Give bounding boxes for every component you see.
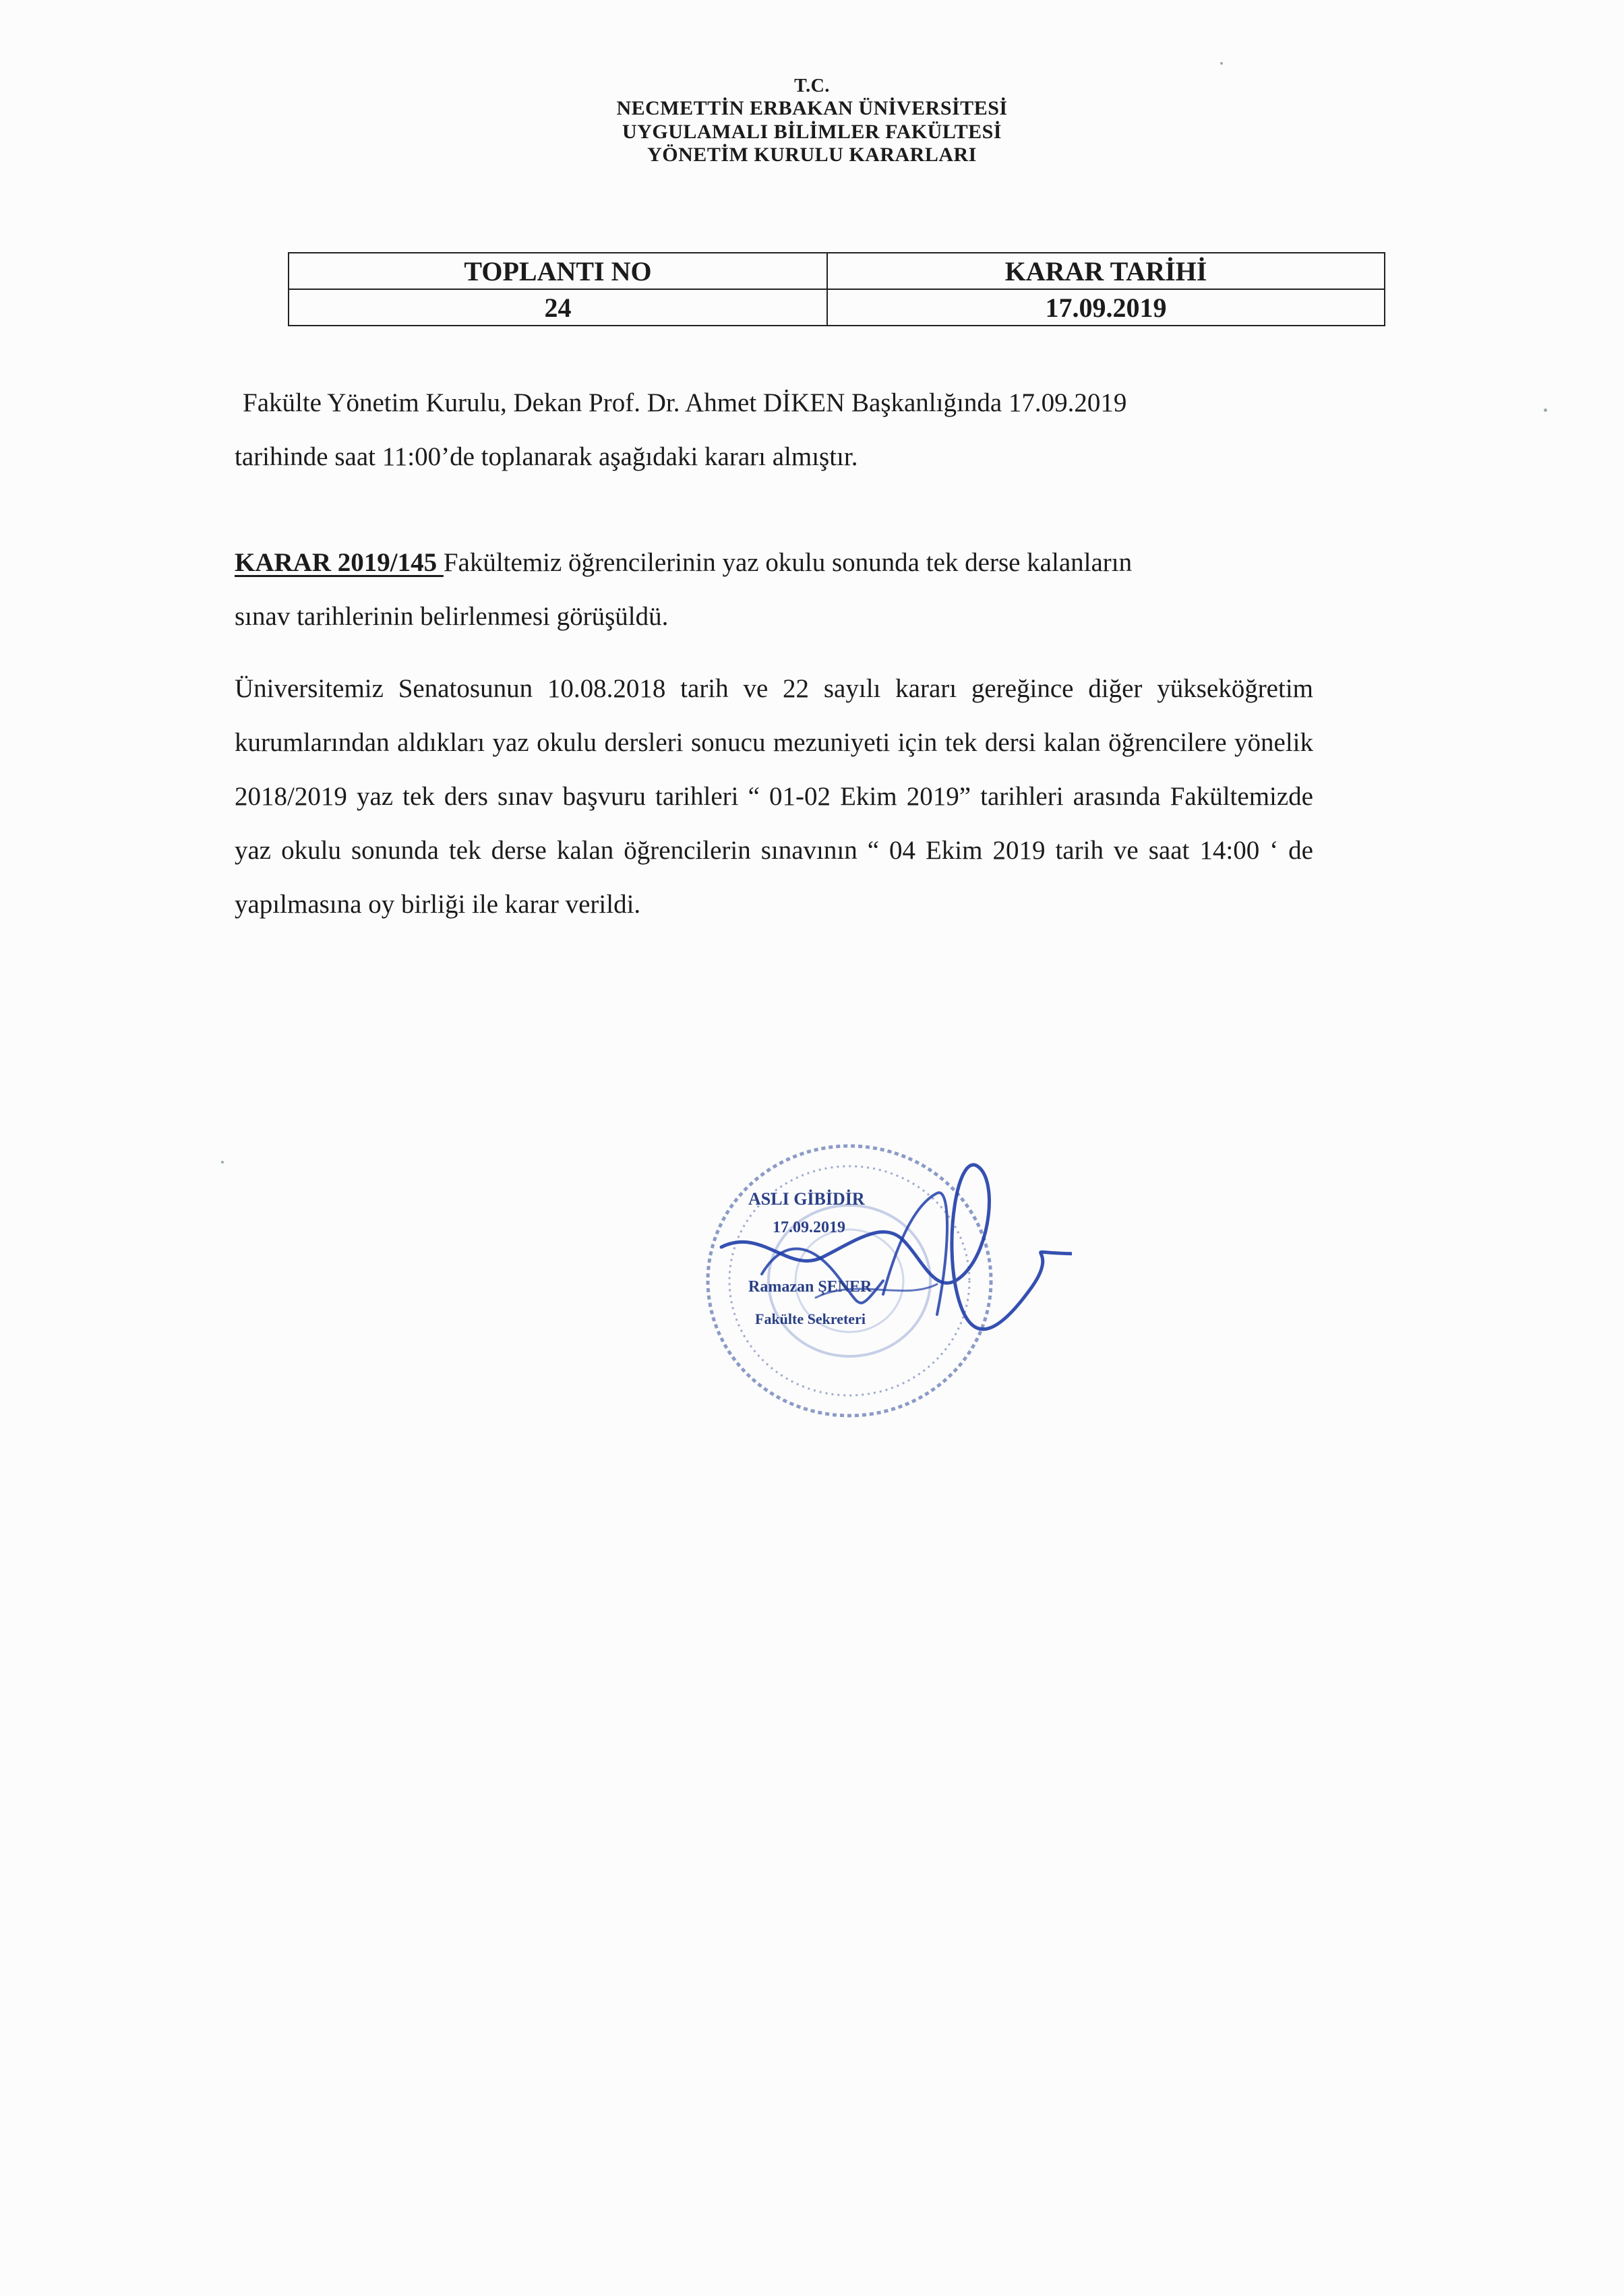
decision-number: KARAR 2019/145 bbox=[235, 548, 444, 577]
scan-speck bbox=[221, 1161, 224, 1164]
document-header bbox=[0, 75, 1624, 167]
table-cell-decision-date: 17.09.2019 bbox=[827, 289, 1385, 326]
intro-line-1: Fakülte Yönetim Kurulu, Dekan Prof. Dr. Ahmet DİKEN Başkanlığında 17.09.2019 bbox=[243, 388, 1127, 417]
stamp-name-1: ASLI GİBİDİR bbox=[748, 1189, 865, 1209]
stamp-date: 17.09.2019 bbox=[773, 1219, 845, 1236]
scan-speck bbox=[1544, 409, 1547, 412]
stamp-seal-icon bbox=[681, 1139, 1072, 1436]
meeting-info-table bbox=[288, 252, 1385, 326]
table-row bbox=[289, 289, 1385, 326]
decision-body-paragraph: Üniversitemiz Senatosunun 10.08.2018 tarih ve 22 sayılı kararı gereğince diğer yükseköğretim kurumlarından aldıkları yaz okulu dersleri sonucu mezuniyeti için tek dersi kalan öğrencilere yönelik 2018/2019 yaz tek ders sınav başvuru tarihleri “ 01-02 Ekim 2019” tarihleri arasında Fakültemizde yaz okulu sonunda tek derse kalan öğrencilerin sınavının “ 04 Ekim 2019 tarih ve saat 14:00 ‘ de yapılmasına oy birliği ile karar verildi. bbox=[235, 674, 1313, 919]
decision-subject-part1: Fakültemiz öğrencilerinin yaz okulu sonunda tek derse kalanların bbox=[443, 548, 1133, 577]
header-line-university: NECMETTİN ERBAKAN ÜNİVERSİTESİ bbox=[616, 97, 1008, 120]
decision-paragraph bbox=[235, 536, 1313, 644]
scan-speck bbox=[1220, 62, 1223, 65]
table-header-row bbox=[289, 253, 1385, 289]
intro-paragraph bbox=[235, 376, 1313, 484]
intro-line-2: tarihinde saat 11:00’de toplanarak aşağıdaki kararı almıştır. bbox=[235, 442, 858, 471]
table-cell-meeting-no: 24 bbox=[289, 289, 827, 326]
table-header-meeting-no: TOPLANTI NO bbox=[289, 253, 827, 289]
decision-line-1 bbox=[235, 536, 1313, 590]
table-header-decision-date: KARAR TARİHİ bbox=[827, 253, 1385, 289]
header-line-faculty: UYGULAMALI BİLİMLER FAKÜLTESİ bbox=[622, 120, 1002, 143]
header-line-tc: T.C. bbox=[794, 75, 830, 96]
stamp-name-2: Ramazan ŞENER bbox=[748, 1278, 872, 1296]
decision-line-2: sınav tarihlerinin belirlenmesi görüşüldü. bbox=[235, 602, 669, 631]
stamp-role: Fakülte Sekreteri bbox=[755, 1310, 866, 1327]
header-line-board: YÖNETİM KURULU KARARLARI bbox=[647, 144, 977, 167]
official-stamp-and-signature bbox=[681, 1139, 1072, 1436]
